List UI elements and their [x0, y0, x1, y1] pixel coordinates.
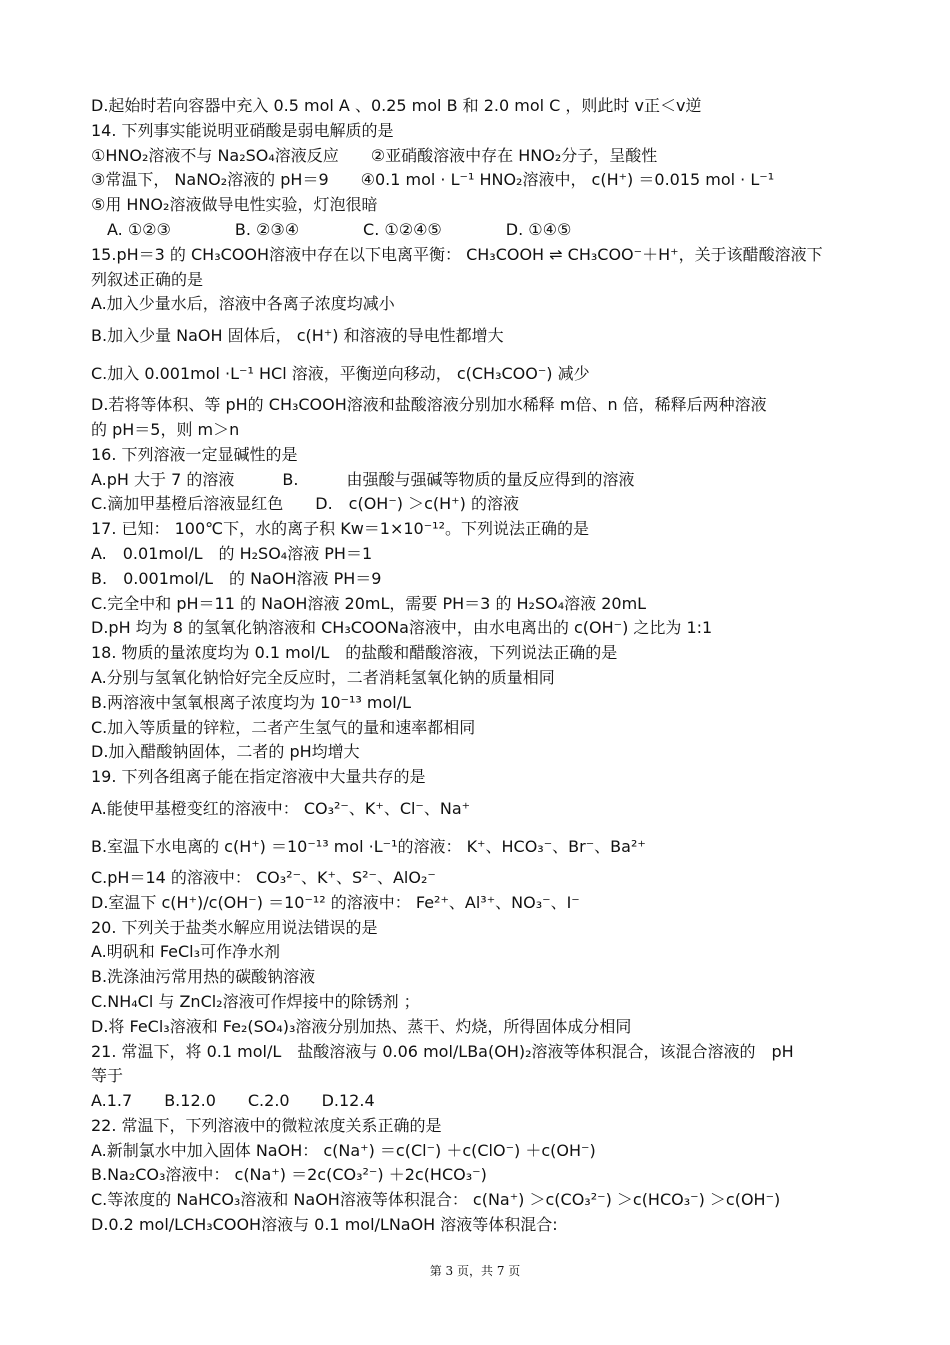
- text-line: 等于: [91, 1066, 124, 1086]
- text-line: A.新制氯水中加入固体 NaOH： c(Na⁺) ＝c(Cl⁻) ＋c(ClO⁻) ＋c(OH⁻): [91, 1140, 596, 1160]
- text-line: A.能使甲基橙变红的溶液中： CO₃²⁻、K⁺、Cl⁻、Na⁺: [91, 798, 471, 818]
- text-line: C.等浓度的 NaHCO₃溶液和 NaOH溶液等体积混合： c(Na⁺) ＞c(CO₃²⁻) ＞c(HCO₃⁻) ＞c(OH⁻): [91, 1190, 781, 1210]
- text-line: A.加入少量水后，溶液中各离子浓度均减小: [91, 294, 395, 314]
- text-line: C.pH＝14 的溶液中： CO₃²⁻、K⁺、S²⁻、AlO₂⁻: [91, 867, 436, 887]
- question-19-stem: 19. 下列各组离子能在指定溶液中大量共存的是: [91, 767, 426, 787]
- answer-options: A. ①②③ B. ②③④ C. ①②④⑤ D. ①④⑤: [91, 219, 572, 239]
- question-20-stem: 20. 下列关于盐类水解应用说法错误的是: [91, 917, 378, 937]
- page-footer: 第 3 页，共 7 页: [429, 1264, 521, 1278]
- text-line: C.加入 0.001mol ·L⁻¹ HCl 溶液，平衡逆向移动， c(CH₃COO⁻) 减少: [91, 364, 590, 384]
- text-line: ③常温下， NaNO₂溶液的 pH＝9 ④0.1 mol · L⁻¹ HNO₂溶液中， c(H⁺) ＝0.015 mol · L⁻¹: [91, 170, 775, 190]
- question-22-stem: 22. 常温下，下列溶液中的微粒浓度关系正确的是: [91, 1115, 442, 1135]
- question-18-stem: 18. 物质的量浓度均为 0.1 mol/L 的盐酸和醋酸溶液，下列说法正确的是: [91, 643, 618, 663]
- text-line: B.两溶液中氢氧根离子浓度均为 10⁻¹³ mol/L: [91, 692, 411, 712]
- page-body: [91, 94, 871, 1238]
- answer-options: A.1.7 B.12.0 C.2.0 D.12.4: [91, 1091, 375, 1111]
- text-line: 列叙述正确的是: [91, 269, 204, 289]
- text-line: C.加入等质量的锌粒，二者产生氢气的量和速率都相同: [91, 717, 476, 737]
- text-line: D.室温下 c(H⁺)/c(OH⁻) ＝10⁻¹² 的溶液中： Fe²⁺、Al³⁺、NO₃⁻、I⁻: [91, 892, 580, 912]
- text-line: A.pH 大于 7 的溶液 B. 由强酸与强碱等物质的量反应得到的溶液: [91, 469, 635, 489]
- question-17-stem: 17. 已知： 100℃下，水的离子积 Kw＝1×10⁻¹²。下列说法正确的是: [91, 519, 590, 539]
- text-line: D.加入醋酸钠固体，二者的 pH均增大: [91, 742, 360, 762]
- text-line: C.滴加甲基橙后溶液显红色 D. c(OH⁻) ＞c(H⁺) 的溶液: [91, 494, 519, 514]
- text-line: B. 0.001mol/L 的 NaOH溶液 PH＝9: [91, 568, 382, 588]
- text-line: B.室温下水电离的 c(H⁺) ＝10⁻¹³ mol ·L⁻¹的溶液： K⁺、HCO₃⁻、Br⁻、Ba²⁺: [91, 836, 646, 856]
- text-line: ①HNO₂溶液不与 Na₂SO₄溶液反应 ②亚硝酸溶液中存在 HNO₂分子，呈酸性: [91, 145, 658, 165]
- text-line: C.完全中和 pH＝11 的 NaOH溶液 20mL，需要 PH＝3 的 H₂SO₄溶液 20mL: [91, 593, 647, 613]
- text-line: D.pH 均为 8 的氢氧化钠溶液和 CH₃COONa溶液中，由水电离出的 c(OH⁻) 之比为 1:1: [91, 618, 713, 638]
- question-16-stem: 16. 下列溶液一定显碱性的是: [91, 444, 298, 464]
- text-line: D.将 FeCl₃溶液和 Fe₂(SO₄)₃溶液分别加热、蒸干、灼烧，所得固体成分相同: [91, 1016, 632, 1036]
- text-line: A.分别与氢氧化钠恰好完全反应时，二者消耗氢氧化钠的质量相同: [91, 667, 555, 687]
- text-line: B.Na₂CO₃溶液中： c(Na⁺) ＝2c(CO₃²⁻) ＋2c(HCO₃⁻): [91, 1165, 487, 1185]
- question-15-stem: 15.pH＝3 的 CH₃COOH溶液中存在以下电离平衡： CH₃COOH ⇌ CH₃COO⁻＋H⁺，关于该醋酸溶液下: [91, 244, 823, 264]
- text-line: B.洗涤油污常用热的碳酸钠溶液: [91, 967, 316, 987]
- text-line: D.若将等体积、等 pH的 CH₃COOH溶液和盐酸溶液分别加水稀释 m倍、n 倍，稀释后两种溶液: [91, 395, 767, 415]
- question-21-stem: 21. 常温下，将 0.1 mol/L 盐酸溶液与 0.06 mol/LBa(OH)₂溶液等体积混合，该混合溶液的 pH: [91, 1041, 794, 1061]
- text-line: ⑤用 HNO₂溶液做导电性实验，灯泡很暗: [91, 195, 378, 215]
- text-line: 的 pH＝5，则 m＞n: [91, 419, 240, 439]
- text-line: A.明矾和 FeCl₃可作净水剂: [91, 942, 281, 962]
- text-line: C.NH₄Cl 与 ZnCl₂溶液可作焊接中的除锈剂 ；: [91, 991, 420, 1011]
- question-14-stem: 14. 下列事实能说明亚硝酸是弱电解质的是: [91, 120, 394, 140]
- text-line: A. 0.01mol/L 的 H₂SO₄溶液 PH＝1: [91, 543, 373, 563]
- text-line: D.起始时若向容器中充入 0.5 mol A 、0.25 mol B 和 2.0 mol C ，则此时 v正＜v逆: [91, 96, 702, 115]
- text-line: B.加入少量 NaOH 固体后， c(H⁺) 和溶液的导电性都增大: [91, 326, 504, 346]
- text-line: D.0.2 mol/LCH₃COOH溶液与 0.1 mol/LNaOH 溶液等体积混合:: [91, 1215, 558, 1235]
